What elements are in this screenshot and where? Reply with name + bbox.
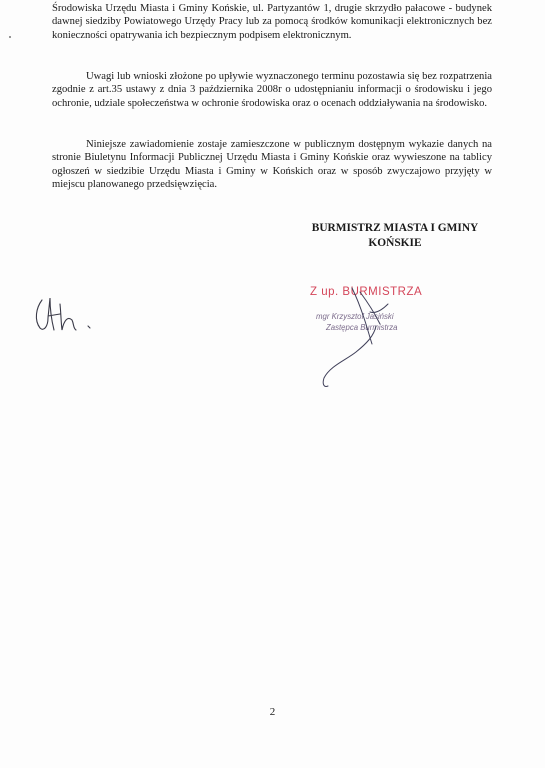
paragraph-submission-place: Środowiska Urzędu Miasta i Gminy Końskie, ul. Partyzantów 1, drugie skrzydło pałacowe - budynek dawnej siedziby Powiatowego Urzędy Pracy lub za pomocą środków komunikacji elektronicznych bez konieczności opatrywania ich bezpiecznym podpisem elektronicznym. — [52, 3, 492, 41]
signatory-title-line1: BURMISTRZ MIASTA I GMINY — [311, 222, 479, 234]
paragraph-late-remarks: Uwagi lub wnioski złożone po upływie wyznaczonego terminu pozostawia się bez rozpatrzenia zgodnie z art.35 ustawy z dnia 3 października 2008r o udostępnianiu informacji o środowisku i jego ochronie, udziale społeczeństwa w ochronie środowiska oraz o ocenach oddziaływania na środowisko. — [52, 71, 492, 109]
page-number: 2 — [269, 706, 276, 718]
paragraph-publication: Niniejsze zawiadomienie zostaje zamieszczone w publicznym dostępnym wykazie danych na stronie Biuletynu Informacji Publicznej Urzędu Miasta i Gminy Końskie oraz wywieszone na tablicy ogłoszeń w siedzibie Urzędu Miasta i Gminy w Końskich oraz w sposób zwyczajowo przyjęty w miejscu planowanego przedsięwzięcia. — [52, 139, 492, 190]
signatory-title-line2: KOŃSKIE — [368, 237, 422, 249]
scan-speck — [9, 36, 11, 38]
stamp-line-position: Zastępca Burmistrza — [326, 323, 398, 332]
handwritten-signature — [300, 282, 440, 392]
handwritten-initials — [30, 290, 100, 340]
stamp-line-authorization: Z up. BURMISTRZA — [310, 286, 423, 298]
stamp-line-name: mgr Krzysztof Jasiński — [316, 312, 394, 321]
signatory-title — [290, 221, 500, 251]
